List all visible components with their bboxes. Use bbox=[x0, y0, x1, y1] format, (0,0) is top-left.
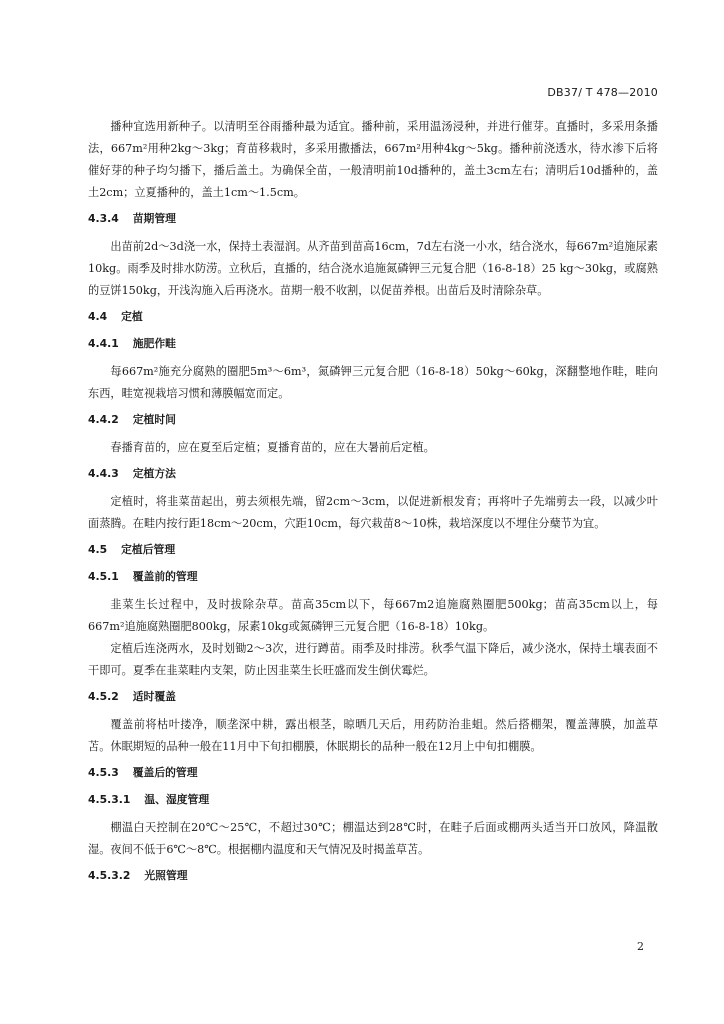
section-title: 光照管理 bbox=[144, 869, 188, 882]
section-number: 4.4.3 bbox=[88, 467, 119, 480]
section-title: 定植 bbox=[121, 310, 143, 323]
section-heading bbox=[88, 790, 658, 810]
section-heading bbox=[88, 567, 658, 587]
body-paragraph: 播种宜选用新种子。以清明至谷雨播种最为适宜。播种前，采用温汤浸种，并进行催芽。直播时，多采用条播法，667m²用种2kg～3kg；育苗移栽时，多采用撒播法，667m²用种4kg～5kg。播种前浇透水，待水渗下后将催好芽的种子均匀播下，播后盖土。为确保全苗，一般清明前10d播种的，盖土3cm左右；清明后10d播种的，盖土2cm；立夏播种的，盖土1cm～1.5cm。 bbox=[88, 120, 658, 199]
standard-number: DB37/ T 478—2010 bbox=[547, 86, 658, 99]
section-heading bbox=[88, 866, 658, 886]
section-title: 定植后管理 bbox=[121, 543, 176, 556]
section-number: 4.5.3.2 bbox=[88, 869, 131, 882]
section-number: 4.5.3 bbox=[88, 766, 119, 779]
section-heading bbox=[88, 307, 658, 327]
section-title: 适时覆盖 bbox=[132, 690, 176, 703]
section-heading bbox=[88, 763, 658, 783]
section-heading bbox=[88, 334, 658, 354]
section-heading bbox=[88, 464, 658, 484]
section-number: 4.4.2 bbox=[88, 413, 119, 426]
body-paragraph: 每667m²施充分腐熟的圈肥5m³～6m³，氮磷钾三元复合肥（16-8-18）50kg～60kg，深翻整地作畦，畦向东西，畦宽视栽培习惯和薄膜幅宽而定。 bbox=[88, 365, 658, 400]
document-body bbox=[88, 116, 658, 893]
section-title: 施肥作畦 bbox=[132, 337, 176, 350]
section-title: 定植时间 bbox=[132, 413, 176, 426]
body-paragraph: 覆盖前将枯叶搂净，顺垄深中耕，露出根茎，晾晒几天后，用药防治韭蛆。然后搭棚架，覆盖薄膜，加盖草苫。休眠期短的品种一般在11月中下旬扣棚膜，休眠期长的品种一般在12月上中旬扣棚膜。 bbox=[88, 718, 658, 753]
section-number: 4.5.2 bbox=[88, 690, 119, 703]
body-paragraph: 定植后连浇两水，及时划锄2～3次，进行蹲苗。雨季及时排涝。秋季气温下降后，减少浇水，保持土壤表面不干即可。夏季在韭菜畦内支架，防止因韭菜生长旺盛而发生倒伏霉烂。 bbox=[88, 642, 658, 677]
section-number: 4.4.1 bbox=[88, 337, 119, 350]
body-paragraph: 定植时，将韭菜苗起出，剪去须根先端，留2cm～3cm，以促进新根发育；再将叶子先端剪去一段，以减少叶面蒸腾。在畦内按行距18cm～20cm，穴距10cm，每穴栽苗8～10株，栽培深度以不埋住分蘖节为宜。 bbox=[88, 495, 658, 530]
section-number: 4.3.4 bbox=[88, 212, 119, 225]
section-number: 4.5 bbox=[88, 543, 108, 556]
section-number: 4.5.3.1 bbox=[88, 793, 131, 806]
section-heading bbox=[88, 410, 658, 430]
section-title: 温、湿度管理 bbox=[144, 793, 210, 806]
section-number: 4.5.1 bbox=[88, 570, 119, 583]
body-paragraph: 棚温白天控制在20℃～25℃，不超过30℃；棚温达到28℃时，在畦子后面或棚两头适当开口放风，降温散湿。夜间不低于6℃～8℃。根据棚内温度和天气情况及时揭盖草苫。 bbox=[88, 821, 658, 856]
section-title: 苗期管理 bbox=[132, 212, 176, 225]
section-heading bbox=[88, 540, 658, 560]
body-paragraph: 韭菜生长过程中，及时拔除杂草。苗高35cm以下，每667m2追施腐熟圈肥500kg；苗高35cm以上，每667m²追施腐熟圈肥800kg，尿素10kg或氮磷钾三元复合肥（16-8-18）10kg。 bbox=[88, 598, 658, 633]
section-heading bbox=[88, 209, 658, 229]
section-title: 定植方法 bbox=[132, 467, 176, 480]
page-number: 2 bbox=[637, 940, 644, 953]
section-number: 4.4 bbox=[88, 310, 108, 323]
section-heading bbox=[88, 687, 658, 707]
body-paragraph: 出苗前2d～3d浇一水，保持土表湿润。从齐苗到苗高16cm，7d左右浇一小水，结合浇水，每667m²追施尿素10kg。雨季及时排水防涝。立秋后，直播的，结合浇水追施氮磷钾三元复合肥（16-8-18）25 kg～30kg，或腐熟的豆饼150kg，开浅沟施入后再浇水。苗期一般不收割，以促苗养根。出苗后及时清除杂草。 bbox=[88, 240, 658, 297]
body-paragraph: 春播育苗的，应在夏至后定植；夏播育苗的，应在大暑前后定植。 bbox=[110, 441, 435, 454]
section-title: 覆盖后的管理 bbox=[132, 766, 198, 779]
section-title: 覆盖前的管理 bbox=[132, 570, 198, 583]
